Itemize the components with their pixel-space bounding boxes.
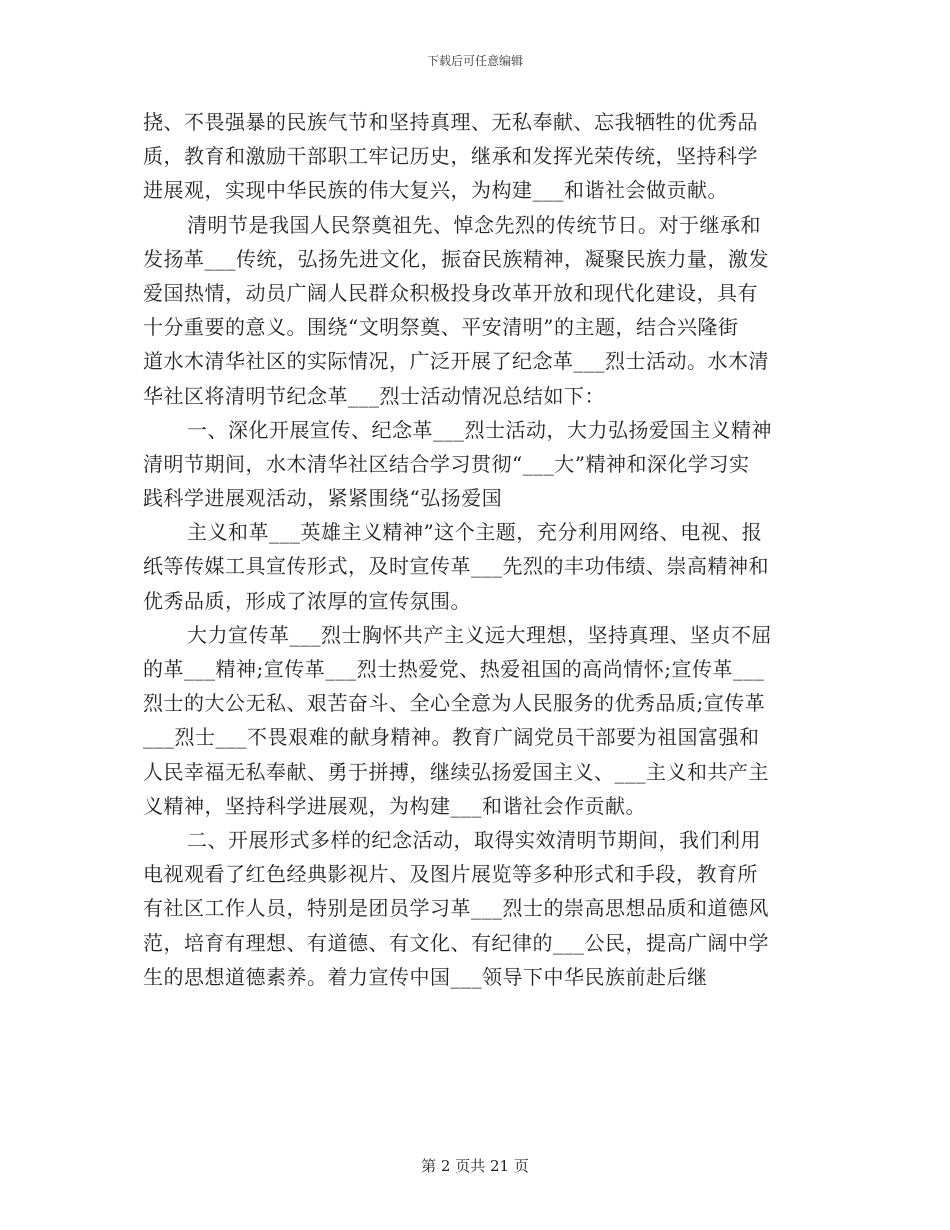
paragraph-first-line: 清明节是我国人民祭奠祖先、悼念先烈的传统节日。对于继承和 [187, 212, 761, 237]
text-line: 优秀品质，形成了浓厚的宣传氛围。 [143, 588, 471, 613]
paragraph-first-line: 主义和革___英雄主义精神”这个主题，充分利用网络、电视、报 [187, 520, 763, 545]
text-line: 进展观，实现中华民族的伟大复兴，为构建___和谐社会做贡献。 [143, 178, 728, 203]
section-heading-1: 一、深化开展宣传、纪念革___烈士活动，大力弘扬爱国主义精神 [187, 417, 772, 442]
text-line: ___烈士___不畏艰难的献身精神。教育广阔党员干部要为祖国富强和 [143, 725, 760, 750]
text-line: 华社区将清明节纪念革___烈士活动情况总结如下： [143, 383, 605, 408]
text-line: 挠、不畏强暴的民族气节和坚持真理、无私奉献、忘我牺牲的优秀品 [143, 110, 758, 134]
text-line: 践科学进展观活动，紧紧围绕“弘扬爱国 [143, 486, 503, 511]
text-line: 有社区工作人员，特别是团员学习革___烈士的崇高思想品质和道德风 [143, 896, 769, 921]
section-heading-2: 二、开展形式多样的纪念活动，取得实效清明节期间，我们利用 [187, 827, 761, 852]
page-header: 下载后可任意编辑 [426, 54, 523, 68]
page-number: 第 2 页共 21 页 [421, 1157, 529, 1175]
text-line: 十分重要的意义。围绕“文明祭奠、平安清明”的主题，结合兴隆街 [143, 315, 739, 340]
text-line: 电视观看了红色经典影视片、及图片展览等多种形式和手段，教育所 [143, 862, 758, 887]
document-body [143, 105, 808, 994]
paragraph-first-line: 大力宣传革___烈士胸怀共产主义远大理想，坚持真理、坚贞不屈 [187, 622, 772, 647]
text-line: 的革___精神;宣传革___烈士热爱党、热爱祖国的高尚情怀;宣传革___ [143, 657, 765, 681]
text-line: 爱国热情，动员广阔人民群众积极投身改革开放和现代化建设，具有 [143, 280, 758, 305]
text-line: 生的思想道德素养。着力宣传中国___领导下中华民族前赴后继 [143, 964, 708, 989]
text-line: 道水木清华社区的实际情况，广泛开展了纪念革___烈士活动。水木清 [143, 349, 769, 374]
text-line: 人民幸福无私奉献、勇于拼搏，继续弘扬爱国主义、___主义和共产主 [143, 759, 769, 784]
text-line: 范，培育有理想、有道德、有文化、有纪律的___公民，提高广阔中学 [143, 930, 769, 955]
text-line: 清明节期间，水木清华社区结合学习贯彻“___大”精神和深化学习实 [143, 451, 750, 476]
text-line: 发扬革___传统，弘扬先进文化，振奋民族精神，凝聚民族力量，激发 [143, 246, 769, 271]
text-line: 义精神，坚持科学进展观，为构建___和谐社会作贡献。 [143, 793, 646, 818]
text-line: 纸等传媒工具宣传形式，及时宣传革___先烈的丰功伟绩、崇高精神和 [143, 554, 769, 579]
text-line: 烈士的大公无私、艰苦奋斗、全心全意为人民服务的优秀品质;宣传革 [143, 691, 766, 716]
text-line: 质，教育和激励干部职工牢记历史，继承和发挥光荣传统，坚持科学 [143, 144, 758, 169]
